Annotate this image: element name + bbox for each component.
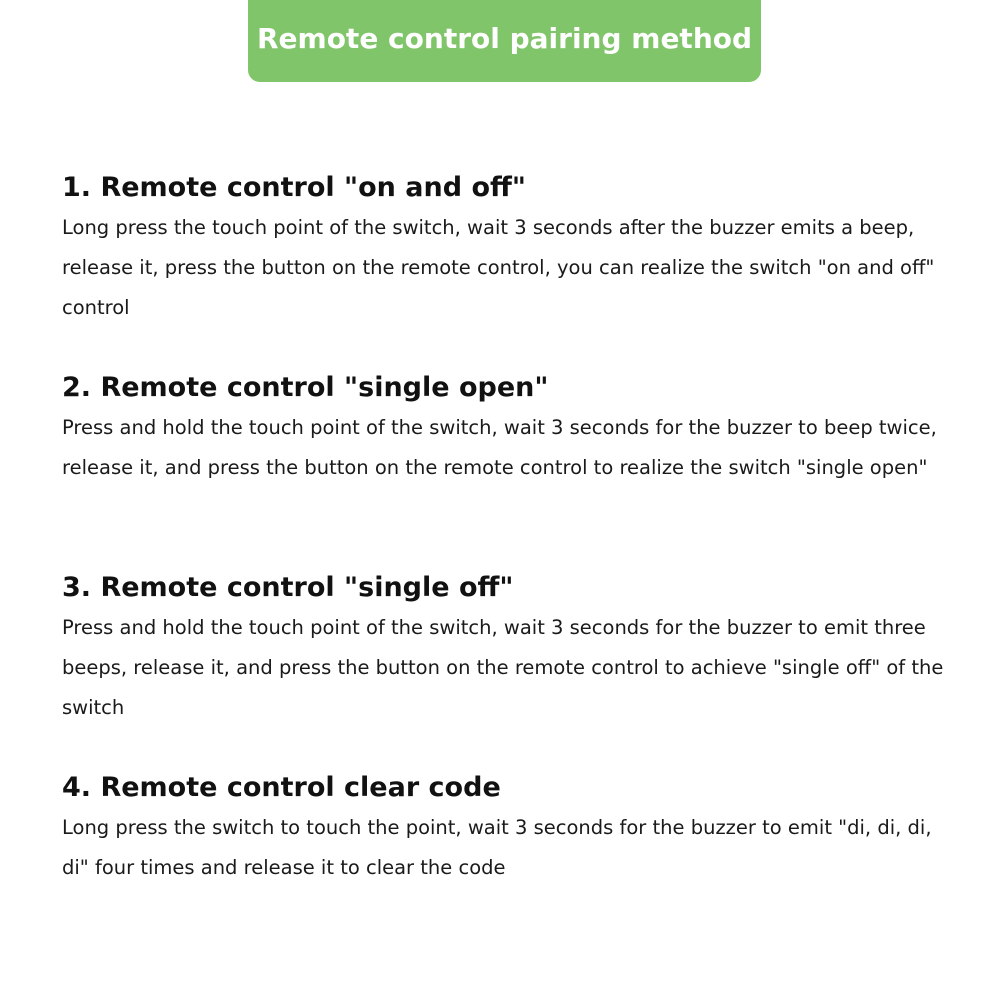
section-body: Long press the touch point of the switch, wait 3 seconds after the buzzer emits a beep, release it, press the button on the remote control, you can realize the switch "on and off" control	[62, 216, 935, 319]
section-body: Long press the switch to touch the point, wait 3 seconds for the buzzer to emit "di, di, di, di" four times and release it to clear the code	[62, 816, 932, 879]
section-heading: 3. Remote control "single off"	[62, 572, 514, 603]
section-heading: 4. Remote control clear code	[62, 772, 501, 803]
section-heading: 2. Remote control "single open"	[62, 372, 549, 403]
instruction-section-single-open	[62, 368, 962, 488]
section-body: Press and hold the touch point of the switch, wait 3 seconds for the buzzer to beep twice, release it, and press the button on the remote control to realize the switch "single open"	[62, 416, 937, 479]
instruction-section-single-off	[62, 568, 962, 728]
title-banner	[248, 0, 761, 82]
page-title: Remote control pairing method	[256, 21, 753, 55]
instruction-section-clear-code	[62, 768, 962, 888]
section-body: Press and hold the touch point of the switch, wait 3 seconds for the buzzer to emit three beeps, release it, and press the button on the remote control to achieve "single off" of the switch	[62, 616, 944, 719]
section-heading: 1. Remote control "on and off"	[62, 172, 526, 203]
instruction-section-on-and-off	[62, 168, 962, 328]
